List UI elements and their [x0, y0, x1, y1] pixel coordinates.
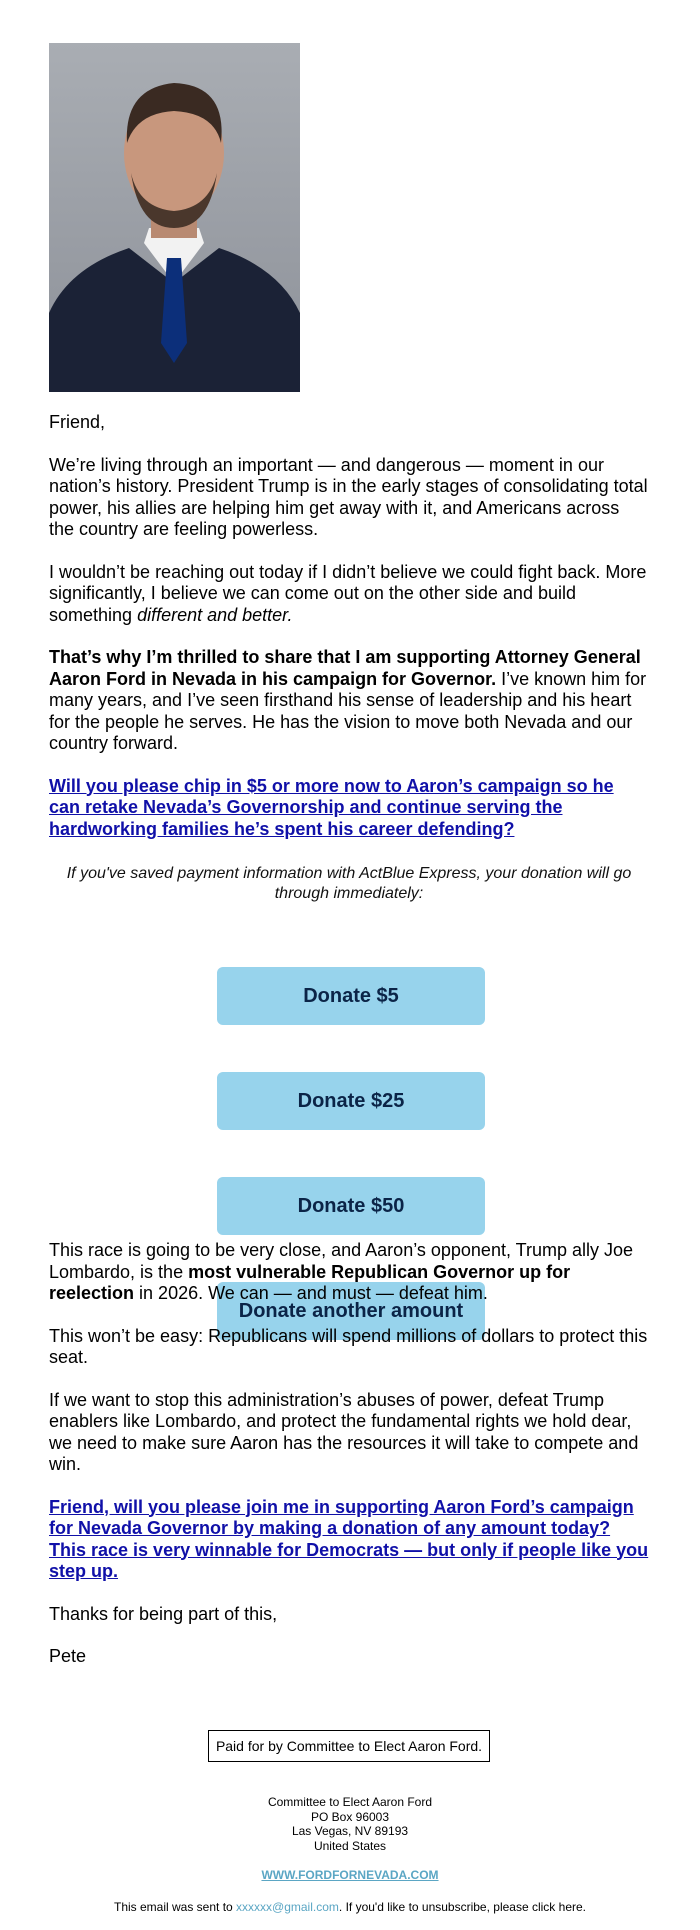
paragraph-4 — [49, 1240, 649, 1305]
paragraph-5: This won’t be easy: Republicans will spend millions of dollars to protect this seat. — [49, 1325, 648, 1367]
actblue-note: If you've saved payment information with ActBlue Express, your donation will go through immediately: — [66, 865, 632, 902]
cta-paragraph-1 — [49, 776, 649, 841]
donate-link-2[interactable]: Friend, will you please join me in supporting Aaron Ford’s campaign for Nevada Governor by making a donation of any amount today? This race is very winnable for Democrats — but only if people like you step up. — [49, 1496, 649, 1581]
paragraph-6: If we want to stop this administration’s abuses of power, defeat Trump enablers like Lombardo, and protect the fundamental rights we hold dear, we need to make sure Aaron has the resources it will take to compete and win. — [49, 1389, 639, 1474]
address-line: United States — [313, 1838, 387, 1853]
bold-text: most vulnerable Republican Governor up for reelection — [49, 1261, 571, 1303]
donate-other-button[interactable]: Donate another amount — [217, 1282, 485, 1340]
closing: Thanks for being part of this, — [49, 1603, 278, 1624]
candidate-photo — [49, 43, 300, 392]
donate-link-1[interactable]: Will you please chip in $5 or more now to Aaron’s campaign so he can retake Nevada’s Governorship and continue serving the hardworking families he’s spent his career defending? — [49, 775, 614, 839]
paragraph-3 — [49, 647, 649, 755]
mailing-address — [0, 1795, 700, 1853]
signature: Pete — [49, 1646, 87, 1666]
website — [0, 1868, 700, 1882]
donate-25-button[interactable]: Donate $25 — [217, 1072, 485, 1130]
text: I’ve known him for many years, and I’ve seen firsthand his sense of leadership and his heart for the people he serves. He has the vision to move both Nevada and our country forward. — [49, 668, 647, 753]
paragraph-2 — [49, 562, 649, 627]
bold-text: That’s why I’m thrilled to share that I am supporting Attorney General Aaron Ford in Nevada in his campaign for Governor. — [49, 647, 641, 689]
website-link[interactable]: WWW.FORDFORNEVADA.COM — [261, 1868, 439, 1882]
address-line: PO Box 96003 — [310, 1809, 390, 1824]
paragraph-1: We’re living through an important — and dangerous — moment in our nation’s history. President Trump is in the early stages of consolidating total power, his allies are helping him get away with it, and Americans across the country are feeling powerless. — [49, 454, 648, 539]
emphasis: different and better. — [137, 604, 293, 625]
cta-paragraph-2 — [49, 1497, 649, 1583]
address-line: Las Vegas, NV 89193 — [291, 1824, 409, 1838]
recipient-email[interactable]: xxxxxx@gmail.com — [236, 1900, 339, 1914]
donate-50-button[interactable]: Donate $50 — [217, 1177, 485, 1235]
email-body — [49, 412, 649, 861]
email-body-2 — [49, 1240, 649, 1689]
address-line: Committee to Elect Aaron Ford — [267, 1795, 433, 1809]
paid-for-disclaimer: Paid for by Committee to Elect Aaron Ford. — [208, 1730, 490, 1762]
unsubscribe-notice — [0, 1900, 700, 1914]
text: This race is going to be very close, and Aaron’s opponent, Trump ally Joe Lombardo, is the — [49, 1240, 633, 1282]
text: I wouldn’t be reaching out today if I didn’t believe we could fight back. More significantly, I believe we can come out on the other side and build something — [49, 561, 647, 625]
text: in 2026. We can — and must — defeat him. — [134, 1283, 488, 1303]
greeting: Friend, — [49, 412, 106, 432]
unsubscribe-link[interactable]: . If you'd like to unsubscribe, please click here. — [338, 1900, 586, 1914]
text: This email was sent to — [113, 1900, 237, 1914]
donate-5-button[interactable]: Donate $5 — [217, 967, 485, 1025]
